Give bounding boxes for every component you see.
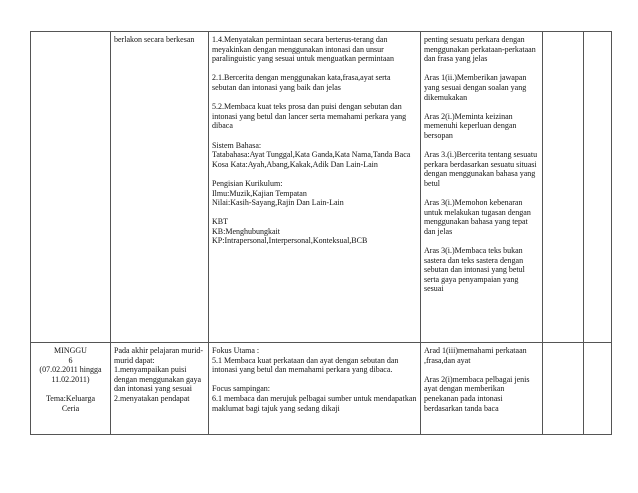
cell-line: Aras 3.(i.)Bercerita tentang sesuatu perkara berdasarkan sesuatu situasi dengan menggunakan bahasa yang betul [424,150,538,188]
cell-line: 6 [68,355,73,365]
cell-line: 5.2.Membaca kuat teks prosa dan puisi dengan sebutan dan intonasi yang betul dan lancer serta memahami perkara yang dibaca [212,102,407,131]
cell-line: KB:Menghubungkait [212,226,280,236]
cell-line: 5.1 Membaca kuat perkataan dan ayat dengan sebutan dan intonasi yang betul dan memahami perkara yang dibaca. [212,355,399,375]
cell-line: 11.02.2011) [51,374,90,384]
objective-cell [111,343,209,435]
cell-line: KBT [212,217,228,227]
cell-line: 1.menyampaikan puisi dengan menggunakan gaya dan intonasi yang sesuai [114,365,202,394]
cell-line: 2.1.Bercerita dengan menggunakan kata,frasa,ayat serta sebutan dan intonasi yang baik dan jelas [212,73,391,92]
cell-line: Fokus Utama : [212,346,260,355]
empty-cell [584,32,612,343]
cell-line: Pada akhir pelajaran murid-murid dapat: [114,346,204,365]
assessment-cell [421,343,543,435]
cell-line: MINGGU [54,346,87,355]
objective-cell: berlakon secara berkesan [111,32,209,343]
lesson-plan-table [30,31,612,435]
cell-line: Tema:Keluarga [45,393,96,403]
cell-line: Aras 1(ii.)Memberikan jawapan yang sesuai dengan soalan yang dikemukakan [424,73,527,102]
cell-line: Sistem Bahasa: [212,140,262,150]
cell-line: Tatabahasa:Ayat Tunggal,Kata Ganda,Kata Nama,Tanda Baca [212,150,411,160]
cell-line: Aras 2(i.)Meminta keizinan memenuhi keperluan dengan bersopan [424,111,517,140]
cell-line: Aras 3(i.)Memohon kebenaran untuk melakukan tugasan dengan menggunakan bahasa yang tepat dan jelas [424,198,531,236]
cell-line: KP:Intrapersonal,Interpersonal,Konteksual,BCB [212,236,368,246]
learning-standard-cell [209,32,421,343]
learning-standard-cell [209,343,421,435]
cell-line: Kosa Kata:Ayah,Abang,Kakak,Adik Dan Lain-Lain [212,159,378,169]
cell-line: Focus sampingan: [212,384,270,394]
empty-cell [543,343,584,435]
cell-line: penting sesuatu perkara dengan menggunakan perkataan-perkataan dan frasa yang jelas [424,35,536,64]
cell-line: Ceria [61,403,80,413]
empty-cell [584,343,612,435]
cell-line: Arad 1(iii)memahami perkataan ,frasa,dan ayat [424,346,527,365]
cell-line: (07.02.2011 hingga [39,365,102,375]
cell-line: 1.4.Menyatakan permintaan secara berterus-terang dan meyakinkan dengan menggunakan intonasi dan unsur paralinguistic yang sesuai untuk menguatkan permintaan [212,35,394,64]
week-cell [31,32,111,343]
cell-line: Nilai:Kasih-Sayang,Rajin Dan Lain-Lain [212,198,344,208]
cell-line: 2.menyatakan pendapat [114,393,190,403]
cell-line: Ilmu:Muzik,Kajian Tempatan [212,188,307,198]
cell-line: Pengisian Kurikulum: [212,178,283,188]
cell-line: 6.1 membaca dan merujuk pelbagai sumber untuk mendapatkan maklumat bagi tajuk yang sedang dikaji [212,393,417,413]
table-row [31,343,612,435]
assessment-cell [421,32,543,343]
cell-line: Aras 3(i.)Membaca teks bukan sastera dan teks sastera dengan sebutan dan intonasi yang betul serta gaya penyampaian yang sesuai [424,246,525,294]
table-row [31,32,612,343]
empty-cell [543,32,584,343]
cell-line: Aras 2(i)membaca pelbagai jenis ayat dengan memberikan penekanan pada intonasi berdasarkan tanda baca [424,374,530,413]
week-cell [31,343,111,435]
